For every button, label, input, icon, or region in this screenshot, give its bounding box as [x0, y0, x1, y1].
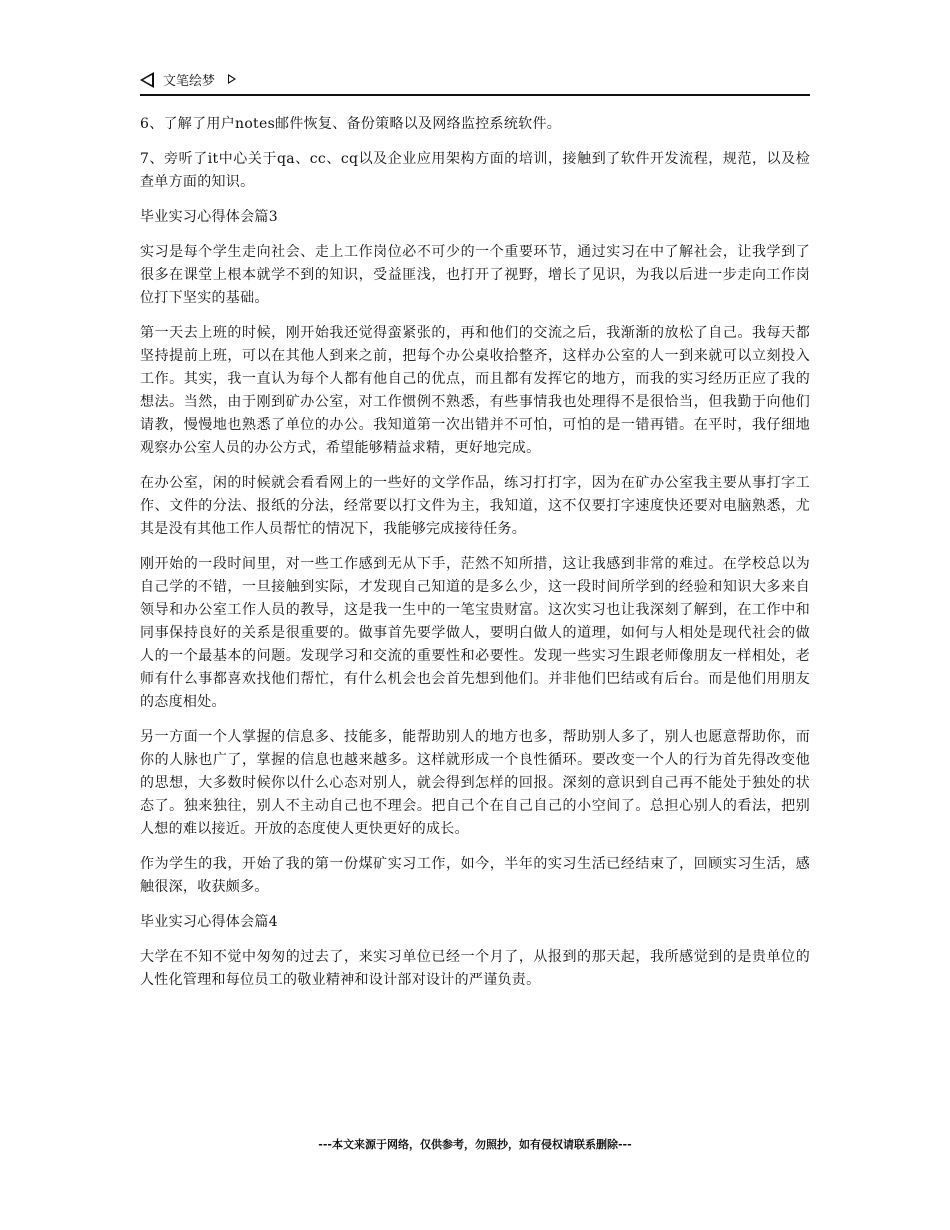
document-body — [140, 113, 810, 1004]
header-title: 文笔绘梦 — [163, 74, 216, 89]
paragraph-item-6: 6、了解了用户notes邮件恢复、备份策略以及网络监控系统软件。 — [140, 116, 562, 132]
section-heading-4: 毕业实习心得体会篇4 — [140, 914, 278, 930]
paragraph-item-7: 7、旁听了it中心关于qa、cc、cq以及企业应用架构方面的培训，接触到了软件开发流程，规范，以及检查单方面的知识。 — [140, 151, 810, 190]
triangle-right-icon — [228, 74, 236, 84]
paragraph: 在办公室，闲的时候就会看看网上的一些好的文学作品，练习打打字，因为在矿办公室我主要从事打字工作、文件的分法、报纸的分法，经常要以打文件为主，我知道，这不仅要打字速度快还要对电脑熟悉，尤其是没有其他工作人员帮忙的情况下，我能够完成接待任务。 — [140, 475, 810, 537]
page-header — [140, 70, 810, 96]
paragraph: 大学在不知不觉中匆匆的过去了，来实习单位已经一个月了，从报到的那天起，我所感觉到的是贵单位的人性化管理和每位员工的敬业精神和设计部对设计的严谨负责。 — [140, 949, 810, 988]
paragraph: 刚开始的一段时间里，对一些工作感到无从下手，茫然不知所措，这让我感到非常的难过。在学校总以为自己学的不错，一旦接触到实际，才发现自己知道的是多么少，这一段时间所学到的经验和知识大多来自领导和办公室工作人员的教导，这是我一生中的一笔宝贵财富。这次实习也让我深刻了解到，在工作中和同事保持良好的关系是很重要的。做事首先要学做人，要明白做人的道理，如何与人相处是现代社会的做人的一个最基本的问题。发现学习和交流的重要性和必要性。发现一些实习生跟老师像朋友一样相处，老师有什么事都喜欢找他们帮忙，有什么机会也会首先想到他们。并非他们巴结或有后台。而是他们用朋友的态度相处。 — [140, 556, 810, 710]
paragraph: 实习是每个学生走向社会、走上工作岗位必不可少的一个重要环节，通过实习在中了解社会，让我学到了很多在课堂上根本就学不到的知识，受益匪浅，也打开了视野，增长了见识，为我以后进一步走向工作岗位打下坚实的基础。 — [140, 244, 810, 306]
section-heading-3: 毕业实习心得体会篇3 — [140, 209, 278, 225]
paragraph: 另一方面一个人掌握的信息多、技能多，能帮助别人的地方也多，帮助别人多了，别人也愿意帮助你，而你的人脉也广了，掌握的信息也越来越多。这样就形成一个良性循环。要改变一个人的行为首先得改变他的思想，大多数时候你以什么心态对别人，就会得到怎样的回报。深刻的意识到自己再不能处于独处的状态了。独来独往，别人不主动自己也不理会。把自己个在自己自己的小空间了。总担心别人的看法，把别人想的难以接近。开放的态度使人更快更好的成长。 — [140, 729, 810, 837]
paragraph: 第一天去上班的时候，刚开始我还觉得蛮紧张的，再和他们的交流之后，我渐渐的放松了自己。我每天都坚持提前上班，可以在其他人到来之前，把每个办公桌收拾整齐，这样办公室的人一到来就可以立刻投入工作。其实，我一直认为每个人都有他自己的优点，而且都有发挥它的地方，而我的实习经历正应了我的想法。当然，由于刚到矿办公室，对工作惯例不熟悉，有些事情我也处理得不是很恰当，但我勤于向他们请教，慢慢地也熟悉了单位的办公。我知道第一次出错并不可怕，可怕的是一错再错。在平时，我仔细地观察办公室人员的办公方式，希望能够精益求精，更好地完成。 — [140, 325, 810, 456]
triangle-left-icon — [140, 72, 154, 88]
footer-notice: ---本文来源于网络，仅供参考，勿照抄，如有侵权请联系删除--- — [318, 1138, 632, 1151]
paragraph: 作为学生的我，开始了我的第一份煤矿实习工作，如今，半年的实习生活已经结束了，回顾实习生活，感触很深，收获颇多。 — [140, 856, 810, 895]
